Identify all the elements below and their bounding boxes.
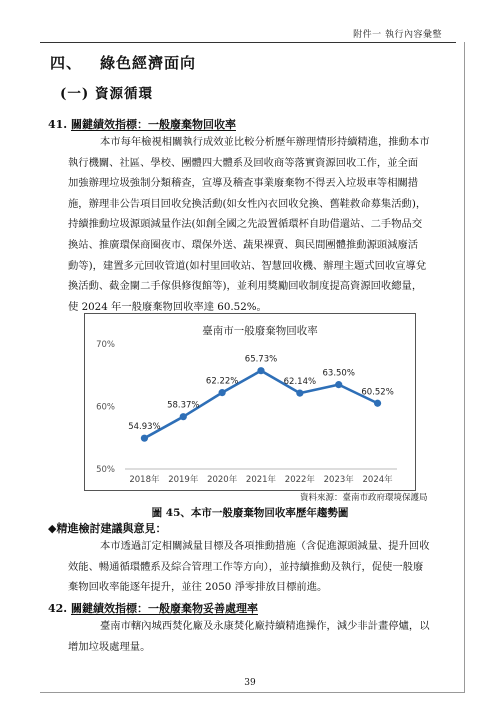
item-42-title: 關鍵績效指標：一般廢棄物妥善處理率	[70, 602, 258, 615]
data-label: 60.52%	[361, 387, 394, 398]
paragraph-line: 本市每年檢視相關執行成效並比較分析歷年辦理情形持續精進，推動本市	[100, 136, 430, 148]
paragraph-line: 本市透過訂定相關減量目標及各項推動措施（含促進源頭減量、提升回收	[100, 540, 430, 552]
improvement-heading: ◆精進檢討建議與意見：	[48, 522, 167, 535]
item-41-title: 關鍵績效指標：一般廢棄物回收率	[70, 118, 236, 131]
x-tick-label: 2020年	[207, 475, 238, 485]
paragraph-line: 執行機關、社區、學校、團體四大體系及回收商等落實資源回收工作，並全面	[68, 156, 419, 169]
data-label: 65.73%	[244, 354, 278, 365]
paragraph-line: 使 2024 年一般廢棄物回收率達 60.52%。	[68, 300, 267, 313]
data-point	[257, 367, 264, 374]
header-rule	[40, 42, 456, 43]
x-tick-label: 2021年	[245, 475, 277, 485]
data-point	[335, 381, 342, 388]
data-label: 62.14%	[283, 377, 317, 388]
paragraph-line: 動等)，建置多元回收管道(如村里回收站、智慧回收機、辦理主題式回收宣導兌	[68, 259, 427, 272]
data-point	[180, 413, 187, 420]
paragraph-line: 效能、暢通循環體系及綜合管理工作等方向），並持續推動及執行，促使一般廢	[68, 560, 424, 573]
y-tick-label: 70%	[96, 340, 115, 350]
chart-title: 臺南市一般廢棄物回收率	[202, 325, 318, 337]
paragraph-line: 臺南市轄內城西焚化廠及永康焚化廠持續精進操作，減少非計畫停爐，以	[100, 620, 430, 632]
data-label: 54.93%	[128, 422, 161, 433]
paragraph-line: 持續推動垃圾源頭減量作法(如創全國之先設置循環杯自助借還站、二手物品交	[68, 218, 423, 231]
page-number: 39	[244, 678, 256, 688]
running-header: 附件一 執行內容彙整	[353, 30, 442, 40]
item-41-heading	[48, 116, 236, 132]
paragraph-line: 施，辦理非公告項目回收兌換活動(如女性內衣回收兌換、舊鞋救命募集活動)，	[68, 197, 427, 210]
paragraph-line: 換站、推廣環保商圈夜市、環保外送、蔬果裸賣、與民間團體推動源頭減廢活	[68, 238, 419, 251]
data-point	[219, 389, 226, 396]
section-title: 綠色經濟面向	[100, 54, 197, 72]
figure-caption: 圖 45、本市一般廢棄物回收率歷年趨勢圖	[151, 507, 349, 519]
page-frame-bottom	[40, 692, 465, 693]
x-tick-label: 2024年	[362, 475, 393, 485]
x-tick-label: 2023年	[323, 475, 354, 485]
improvement-paragraph	[68, 536, 452, 598]
paragraph-line: 加強辦理垃圾強制分類稽查，宣導及稽查事業廢棄物不得丟入垃圾車等相關措	[68, 177, 419, 190]
paragraph-line: 換活動、截金闌二手傢俱修復館等)，並利用獎勵回收制度提高資源回收總量，	[68, 280, 423, 293]
chart-source: 資料來源：臺南市政府環境保護局	[300, 493, 428, 503]
x-tick-label: 2022年	[284, 475, 315, 485]
paragraph-line: 增加垃圾處理量。	[68, 640, 151, 653]
data-point	[374, 400, 381, 407]
chart-canvas	[85, 314, 415, 490]
item-42-number: 42.	[48, 602, 68, 615]
subsection-heading: (一) 資源循環	[60, 86, 153, 102]
section-number: 四、	[50, 54, 83, 72]
data-label: 63.50%	[322, 368, 355, 379]
page-frame-right	[464, 42, 465, 692]
data-label: 62.22%	[205, 376, 239, 387]
recycling-rate-chart	[84, 313, 416, 491]
item-41-number: 41.	[48, 118, 68, 131]
y-tick-label: 50%	[96, 465, 115, 475]
item-42-heading	[48, 600, 258, 616]
chart-marks-group	[128, 355, 394, 442]
data-point	[296, 390, 303, 397]
data-point	[141, 435, 148, 442]
section-heading	[50, 52, 196, 73]
paragraph-line: 棄物回收率能逐年提升，並往 2050 淨零排放目標前進。	[68, 581, 328, 594]
x-tick-label: 2018年	[129, 475, 160, 485]
x-tick-label: 2019年	[168, 475, 199, 485]
item-42-paragraph	[68, 616, 452, 657]
y-tick-label: 60%	[96, 402, 115, 413]
data-label: 58.37%	[167, 400, 200, 411]
item-41-paragraph	[68, 132, 452, 317]
